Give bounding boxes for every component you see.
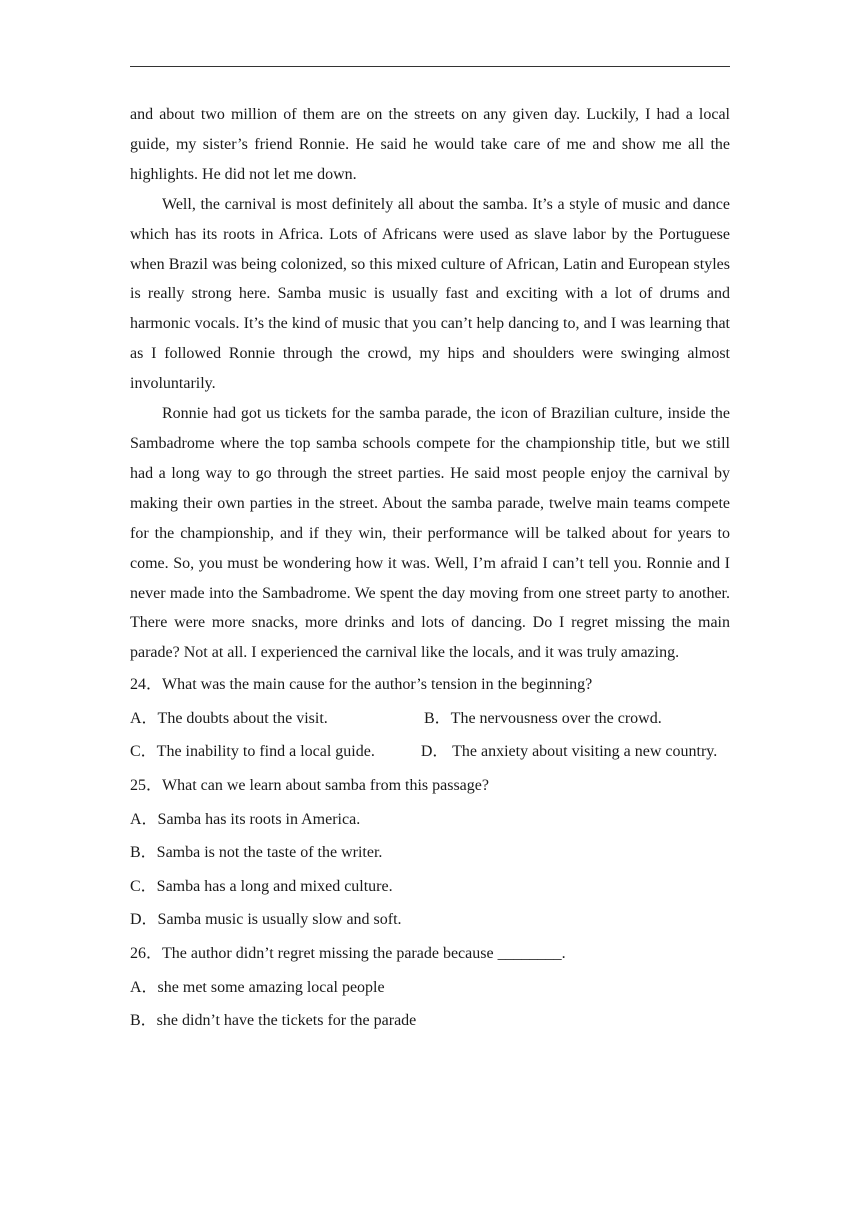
question-26-option-a: A．she met some amazing local people <box>130 978 385 996</box>
question-24-option-b: B．The nervousness over the crowd. <box>424 709 662 727</box>
passage-paragraph-3: Ronnie had got us tickets for the samba parade, the icon of Brazilian culture, inside the Sambadrome where the top samba schools compete for the championship title, but we still had a long way to go through the street parties. He said most people enjoy the carnival by making their own parties in the street. About the samba parade, twelve main teams compete for the championship, and if they win, their performance will be talked about for years to come. So, you must be wondering how it was. Well, I’m afraid I can’t tell you. Ronnie and I never made into the Sambadrome. We spent the day moving from one street party to another. There were more snacks, more drinks and lots of dancing. Do I regret missing the main parade? Not at all. I experienced the carnival like the locals, and it was truly amazing. <box>130 405 730 662</box>
question-24-options-ab <box>130 702 730 736</box>
question-24-option-a: A．The doubts about the visit. <box>130 709 328 727</box>
question-24-option-d: D． The anxiety about visiting a new country. <box>420 743 718 761</box>
question-25-option-d: D．Samba music is usually slow and soft. <box>130 911 402 929</box>
document-body <box>130 100 730 1038</box>
question-26-stem: 26．The author didn’t regret missing the parade because ________. <box>130 944 566 962</box>
question-25-option-c: C．Samba has a long and mixed culture. <box>130 877 393 895</box>
question-26-option-b: B．she didn’t have the tickets for the parade <box>130 1012 417 1030</box>
question-24-options-cd <box>130 735 730 769</box>
passage-paragraph-2: Well, the carnival is most definitely all about the samba. It’s a style of music and dance which has its roots in Africa. Lots of Africans were used as slave labor by the Portuguese when Brazil was being colonized, so this mixed culture of African, Latin and European styles is really strong here. Samba music is usually fast and exciting with a lot of drums and harmonic vocals. It’s the kind of music that you can’t help dancing to, and I was learning that as I followed Ronnie through the crowd, my hips and shoulders were swinging almost involuntarily. <box>130 195 730 393</box>
question-25-option-a: A．Samba has its roots in America. <box>130 810 361 828</box>
header-rule <box>130 66 730 67</box>
question-25-option-b: B．Samba is not the taste of the writer. <box>130 844 383 862</box>
question-24-stem: 24．What was the main cause for the author’s tension in the beginning? <box>130 676 593 694</box>
passage-paragraph-1: and about two million of them are on the streets on any given day. Luckily, I had a local guide, my sister’s friend Ronnie. He said he would take care of me and show me all the highlights. He did not let me down. <box>130 106 730 183</box>
question-24-option-c: C．The inability to find a local guide. <box>130 743 375 761</box>
question-25-stem: 25．What can we learn about samba from this passage? <box>130 777 489 794</box>
